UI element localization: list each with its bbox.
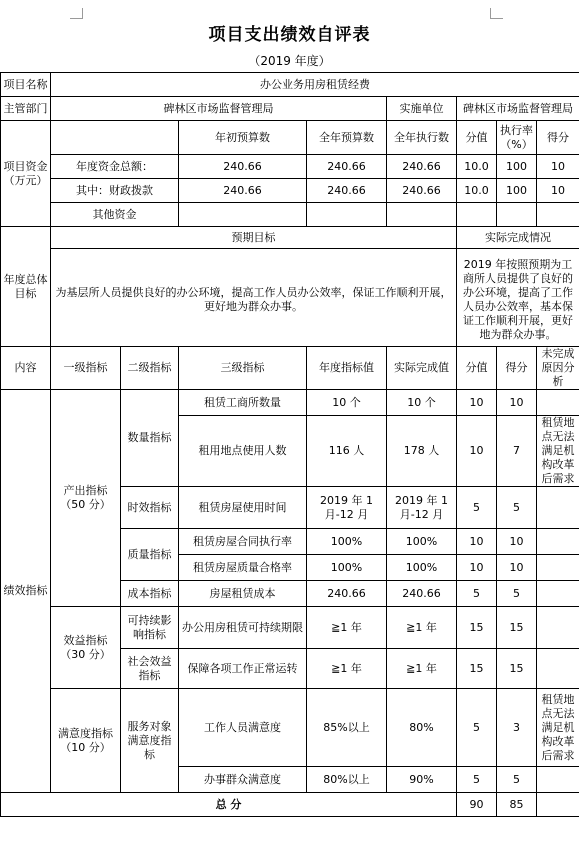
score-cell: 5 — [497, 487, 537, 529]
funds-row-annual: 240.66 — [307, 179, 387, 203]
actual-cell: 178 人 — [387, 416, 457, 487]
goals-label: 年度总体目标 — [1, 227, 51, 347]
crop-mark-right — [490, 8, 503, 19]
score-value-cell: 10 — [457, 555, 497, 581]
ind-header-level1: 一级指标 — [51, 347, 121, 390]
reason-cell — [537, 555, 579, 581]
funds-row — [1, 203, 579, 227]
indicators-header-row — [1, 347, 579, 390]
funds-header-annual: 全年预算数 — [307, 121, 387, 155]
score-cell: 10 — [497, 529, 537, 555]
total-label: 总 分 — [1, 793, 457, 817]
score-cell: 10 — [497, 390, 537, 416]
funds-header-executed: 全年执行数 — [387, 121, 457, 155]
funds-row-exec-rate — [497, 203, 537, 227]
benefit-label: 效益指标（30 分） — [51, 607, 121, 689]
reason-cell — [537, 581, 579, 607]
funds-header-score-value: 分值 — [457, 121, 497, 155]
funds-row-score: 10 — [537, 179, 579, 203]
funds-label: 项目资金（万元） — [1, 121, 51, 227]
funds-row-executed — [387, 203, 457, 227]
quality-label: 质量指标 — [121, 529, 179, 581]
target-cell: 116 人 — [307, 416, 387, 487]
funds-row-name: 其中：财政拨款 — [51, 179, 179, 203]
goals-header-row — [1, 227, 579, 249]
level3-cell: 房屋租赁成本 — [179, 581, 307, 607]
funds-row-exec-rate: 100 — [497, 155, 537, 179]
actual-cell: ≧1 年 — [387, 649, 457, 689]
level3-cell: 办公用房租赁可持续期限 — [179, 607, 307, 649]
reason-cell — [537, 390, 579, 416]
score-value-cell: 10 — [457, 390, 497, 416]
satisfaction-label: 满意度指标（10 分） — [51, 689, 121, 793]
total-reason — [537, 793, 579, 817]
level3-cell: 保障各项工作正常运转 — [179, 649, 307, 689]
funds-row-score-value — [457, 203, 497, 227]
level3-cell: 租赁房屋合同执行率 — [179, 529, 307, 555]
funds-row-annual: 240.66 — [307, 155, 387, 179]
social-label: 社会效益指标 — [121, 649, 179, 689]
funds-row-initial: 240.66 — [179, 179, 307, 203]
actual-cell: 10 个 — [387, 390, 457, 416]
total-score-value: 90 — [457, 793, 497, 817]
actual-cell: 90% — [387, 767, 457, 793]
perf-section-label: 绩效指标 — [1, 390, 51, 793]
sustain-label: 可持续影响指标 — [121, 607, 179, 649]
level3-cell: 租赁房屋使用时间 — [179, 487, 307, 529]
funds-row — [1, 179, 579, 203]
reason-cell — [537, 649, 579, 689]
score-cell: 5 — [497, 767, 537, 793]
target-cell: 2019 年 1 月-12 月 — [307, 487, 387, 529]
actual-cell: 100% — [387, 555, 457, 581]
target-cell: 85%以上 — [307, 689, 387, 767]
score-cell: 3 — [497, 689, 537, 767]
dept-row — [1, 97, 579, 121]
score-value-cell: 5 — [457, 487, 497, 529]
quantity-label: 数量指标 — [121, 390, 179, 487]
score-cell: 15 — [497, 607, 537, 649]
funds-header-initial: 年初预算数 — [179, 121, 307, 155]
level3-cell: 办事群众满意度 — [179, 767, 307, 793]
score-value-cell: 10 — [457, 529, 497, 555]
goals-actual-header: 实际完成情况 — [457, 227, 579, 249]
dept-label: 主管部门 — [1, 97, 51, 121]
ind-header-score-value: 分值 — [457, 347, 497, 390]
page-title: 项目支出绩效自评表 — [208, 25, 371, 45]
service-label: 服务对象满意度指标 — [121, 689, 179, 793]
impl-unit-label: 实施单位 — [387, 97, 457, 121]
funds-header-exec-rate: 执行率（%） — [497, 121, 537, 155]
level3-cell: 租赁工商所数量 — [179, 390, 307, 416]
dept-value: 碑林区市场监督管理局 — [51, 97, 387, 121]
ind-header-level2: 二级指标 — [121, 347, 179, 390]
total-row — [1, 793, 579, 817]
target-cell: 10 个 — [307, 390, 387, 416]
target-cell: 100% — [307, 555, 387, 581]
timeliness-label: 时效指标 — [121, 487, 179, 529]
funds-row-score: 10 — [537, 155, 579, 179]
score-value-cell: 10 — [457, 416, 497, 487]
goals-expected-header: 预期目标 — [51, 227, 457, 249]
level3-cell: 租用地点使用人数 — [179, 416, 307, 487]
project-name-label: 项目名称 — [1, 73, 51, 97]
funds-row-name: 年度资金总额： — [51, 155, 179, 179]
target-cell: ≧1 年 — [307, 649, 387, 689]
goals-actual-text: 2019 年按照预期为工商所人员提供了良好的办公环境，提高了工作人员办公效率，基本保证工作顺利开展，更好地为群众办事。 — [457, 249, 579, 347]
score-value-cell: 15 — [457, 649, 497, 689]
funds-row-score-value: 10.0 — [457, 155, 497, 179]
actual-cell: 80% — [387, 689, 457, 767]
target-cell: 100% — [307, 529, 387, 555]
project-row — [1, 73, 579, 97]
goals-content-row — [1, 249, 579, 347]
output-label: 产出指标（50 分） — [51, 390, 121, 607]
funds-blank — [51, 121, 179, 155]
funds-row-score-value: 10.0 — [457, 179, 497, 203]
actual-cell: 2019 年 1 月-12 月 — [387, 487, 457, 529]
year-label: （2019 年度） — [248, 54, 331, 68]
score-cell: 10 — [497, 555, 537, 581]
ind-header-actual: 实际完成值 — [387, 347, 457, 390]
reason-cell — [537, 767, 579, 793]
ind-header-score: 得分 — [497, 347, 537, 390]
reason-cell — [537, 607, 579, 649]
indicator-row — [1, 390, 579, 416]
actual-cell: 100% — [387, 529, 457, 555]
ind-header-target: 年度指标值 — [307, 347, 387, 390]
target-cell: ≧1 年 — [307, 607, 387, 649]
score-cell: 7 — [497, 416, 537, 487]
score-value-cell: 5 — [457, 581, 497, 607]
indicator-row — [1, 689, 579, 767]
score-cell: 15 — [497, 649, 537, 689]
funds-row-annual — [307, 203, 387, 227]
crop-mark-left — [70, 8, 83, 19]
level3-cell: 租赁房屋质量合格率 — [179, 555, 307, 581]
reason-cell — [537, 529, 579, 555]
total-score: 85 — [497, 793, 537, 817]
funds-row-initial — [179, 203, 307, 227]
score-value-cell: 5 — [457, 767, 497, 793]
evaluation-table — [0, 72, 579, 817]
funds-row — [1, 155, 579, 179]
reason-cell: 租赁地点无法满足机构改革后需求 — [537, 689, 579, 767]
level3-cell: 工作人员满意度 — [179, 689, 307, 767]
score-cell: 5 — [497, 581, 537, 607]
actual-cell: ≧1 年 — [387, 607, 457, 649]
ind-header-content: 内容 — [1, 347, 51, 390]
target-cell: 80%以上 — [307, 767, 387, 793]
goals-expected-text: 为基层所人员提供良好的办公环境，提高工作人员办公效率，保证工作顺利开展，更好地为群众办事。 — [51, 249, 457, 347]
reason-cell: 租赁地点无法满足机构改革后需求 — [537, 416, 579, 487]
project-name-value: 办公业务用房租赁经费 — [51, 73, 579, 97]
funds-row-initial: 240.66 — [179, 155, 307, 179]
funds-row-exec-rate: 100 — [497, 179, 537, 203]
impl-unit-value: 碑林区市场监督管理局 — [457, 97, 579, 121]
ind-header-reason: 未完成原因分析 — [537, 347, 579, 390]
funds-header-score: 得分 — [537, 121, 579, 155]
funds-header-row — [1, 121, 579, 155]
funds-row-name: 其他资金 — [51, 203, 179, 227]
funds-row-score — [537, 203, 579, 227]
actual-cell: 240.66 — [387, 581, 457, 607]
target-cell: 240.66 — [307, 581, 387, 607]
indicator-row — [1, 607, 579, 649]
funds-row-executed: 240.66 — [387, 155, 457, 179]
score-value-cell: 15 — [457, 607, 497, 649]
reason-cell — [537, 487, 579, 529]
funds-row-executed: 240.66 — [387, 179, 457, 203]
ind-header-level3: 三级指标 — [179, 347, 307, 390]
score-value-cell: 5 — [457, 689, 497, 767]
cost-label: 成本指标 — [121, 581, 179, 607]
